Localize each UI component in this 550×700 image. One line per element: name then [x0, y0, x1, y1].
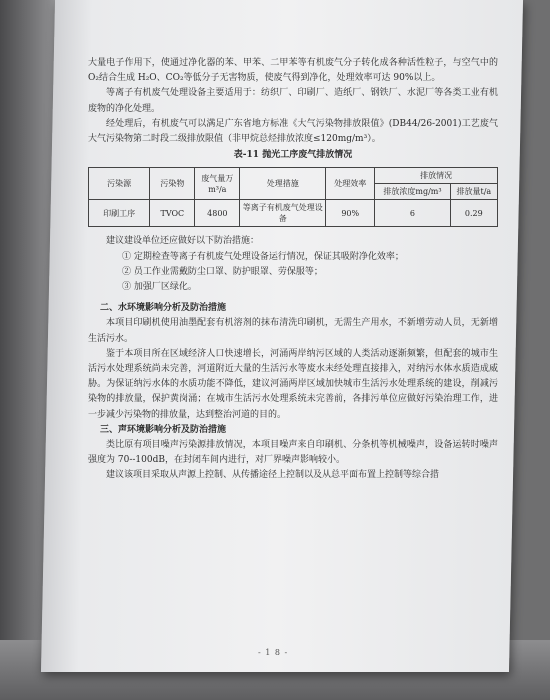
- cell-pollutant: TVOC: [150, 200, 195, 227]
- measure-item: ③ 加强厂区绿化。: [122, 282, 197, 293]
- paragraph-water-1: 本项目印刷机使用油墨配套有机溶剂的抹布清洗印刷机，无需生产用水，不新增劳动人员，无新增生活污水。: [88, 318, 498, 344]
- header-volume: 废气量万 m³/a: [195, 168, 240, 200]
- cell-measure: 等离子有机废气处理设备: [240, 200, 326, 227]
- header-pollutant: 污染物: [150, 168, 195, 200]
- emission-table: [88, 167, 498, 227]
- cell-concentration: 6: [375, 200, 450, 227]
- section-title-water: 二、水环境影响分析及防治措施: [100, 303, 227, 314]
- page-number: - 1 8 -: [258, 648, 289, 657]
- paragraph-standard: 经处理后，有机废气可以满足广东省地方标准《大气污染物排放限值》(DB44/26-2001)工艺废气大气污染物第二时段二级排放限值（非甲烷总烃排放浓度≤120mg/m³）。: [88, 118, 498, 145]
- suggest-intro: 建议建设单位还应做好以下防治措施：: [106, 236, 260, 247]
- header-efficiency: 处理效率: [326, 168, 375, 200]
- header-concentration: 排放浓度mg/m³: [375, 184, 450, 200]
- section-title-noise: 三、声环境影响分析及防治措施: [100, 424, 227, 435]
- paragraph-application: 等离子有机废气处理设备主要适用于：纺织厂、印刷厂、造纸厂、钢铁厂、水泥厂等各类工业有机废物的净化处理。: [88, 88, 498, 114]
- header-emission: 排放情况: [375, 168, 498, 184]
- table-row: [89, 200, 498, 227]
- header-source: 污染源: [89, 168, 150, 200]
- cell-efficiency: 90%: [326, 200, 375, 227]
- paragraph-noise-2: 建议该项目采取从声源上控制、从传播途径上控制以及从总平面布置上控制等综合措: [106, 470, 440, 481]
- paragraph-noise-1: 类比原有项目噪声污染源排放情况，本项目噪声来自印刷机、分条机等机械噪声，设备运转时噪声强度为 70--100dB，在封闭车间内进行，对厂界噪声影响较小。: [88, 440, 498, 466]
- measure-item: ① 定期检查等离子有机废气处理设备运行情况，保证其吸附净化效率；: [122, 251, 404, 262]
- cell-amount: 0.29: [450, 200, 497, 227]
- cell-source: 印刷工序: [89, 200, 150, 227]
- paragraph-plasma-effect: 大量电子作用下，使通过净化器的苯、甲苯、二甲苯等有机废气分子转化成各种活性粒子，与空气中的 O₂结合生成 H₂O、CO₂等低分子无害物质，使废气得到净化，处理效率可达 90%以上。: [88, 58, 498, 84]
- table-caption: 表-11 抛光工序废气排放情况: [233, 150, 353, 161]
- measure-item: ② 员工作业需戴防尘口罩、防护眼罩、劳保服等；: [122, 266, 323, 277]
- table-header-row: [89, 168, 498, 184]
- header-measure: 处理措施: [240, 168, 326, 200]
- paragraph-water-2: 鉴于本项目所在区域经济人口快速增长，河涌两岸纳污区域的人类活动逐渐频繁，但配套的城市生活污水处理系统尚未完善，河道附近大量的生活污水等废水未经处理直接排入，对纳污水体水质造成威胁。为保证纳污水体的水质功能不降低，建议河涌两岸区域加快城市生活污水处理系统的建设，削减污染物的排放量，保护黄岗涌；在城市生活污水处理系统未完善前，各排污单位应做好污染治理工作，进一步减少污染物的排放量，达到整治河道的目的。: [88, 348, 498, 420]
- header-amount: 排放量t/a: [450, 184, 497, 200]
- cell-volume: 4800: [195, 200, 240, 227]
- page-content: [88, 56, 498, 484]
